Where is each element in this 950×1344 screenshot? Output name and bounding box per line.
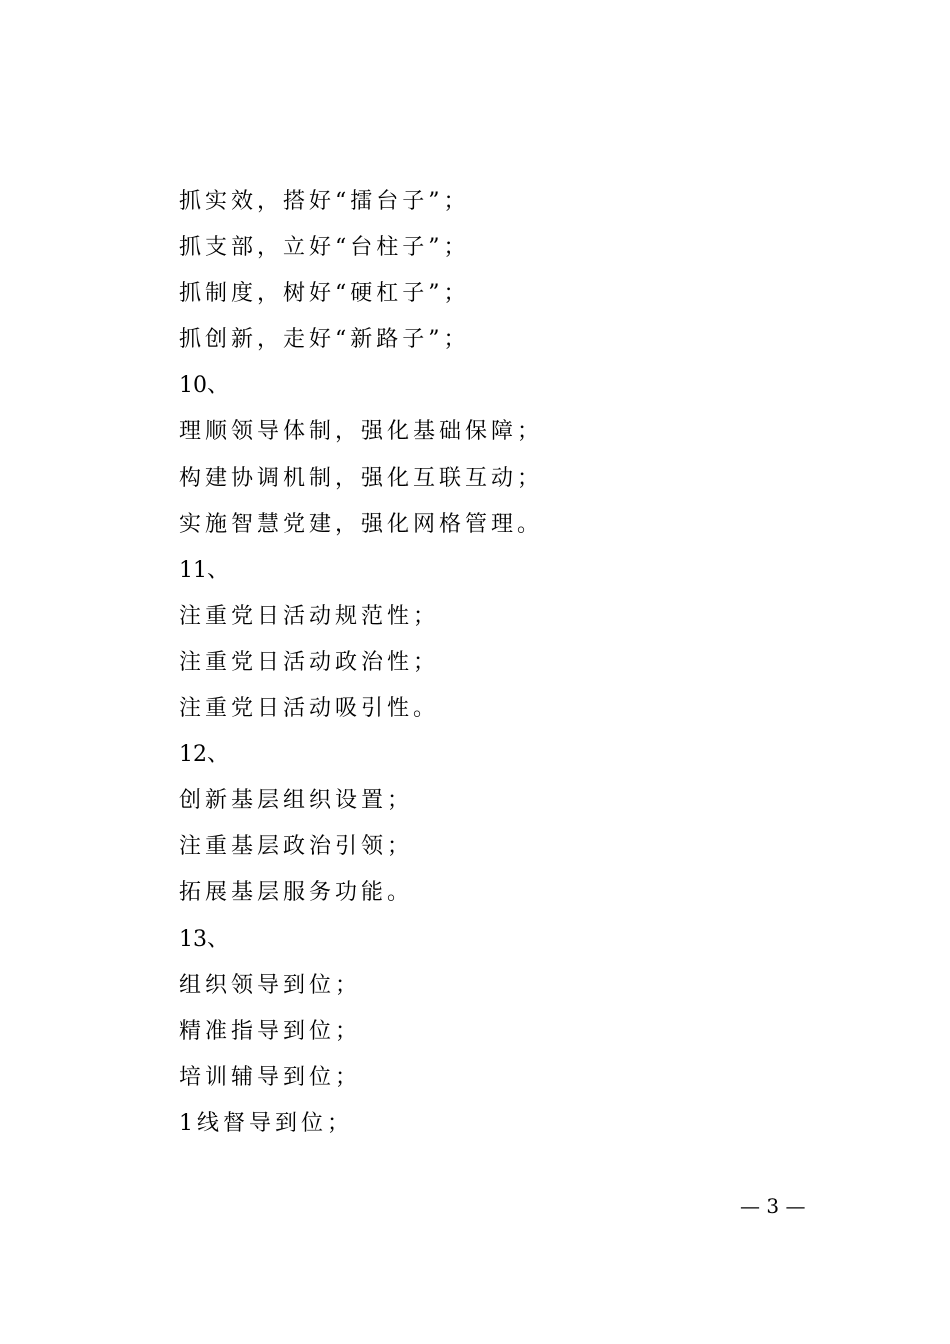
text-line: 实施智慧党建，强化网格管理。 [179,511,544,537]
section-number: 10、 [179,373,229,399]
page-number: — 3 — [740,1194,806,1218]
text-line: 注重党日活动规范性； [179,603,440,629]
text-line: 理顺领导体制，强化基础保障； [179,419,544,445]
text-line: 抓支部，立好“台柱子”； [179,235,470,261]
section-number: 12、 [179,742,229,768]
text-line: 精准指导到位； [179,1018,362,1044]
text-line: 组织领导到位； [179,972,362,998]
text-line: 培训辅导到位； [179,1064,362,1090]
text-line: 抓创新，走好“新路子”； [179,327,470,353]
section-number: 13、 [179,926,229,952]
text-line: 1线督导到位； [179,1110,353,1136]
section-number: 11、 [179,557,229,583]
text-line: 构建协调机制，强化互联互动； [179,465,544,491]
document-body [179,182,819,1150]
text-line: 注重党日活动吸引性。 [179,696,440,722]
text-line: 拓展基层服务功能。 [179,880,414,906]
text-line: 抓实效，搭好“擂台子”； [179,189,470,214]
text-line: 抓制度，树好“硬杠子”； [179,281,470,307]
text-line: 注重党日活动政治性； [179,649,440,675]
text-line: 注重基层政治引领； [179,834,414,860]
text-line: 创新基层组织设置； [179,788,414,814]
